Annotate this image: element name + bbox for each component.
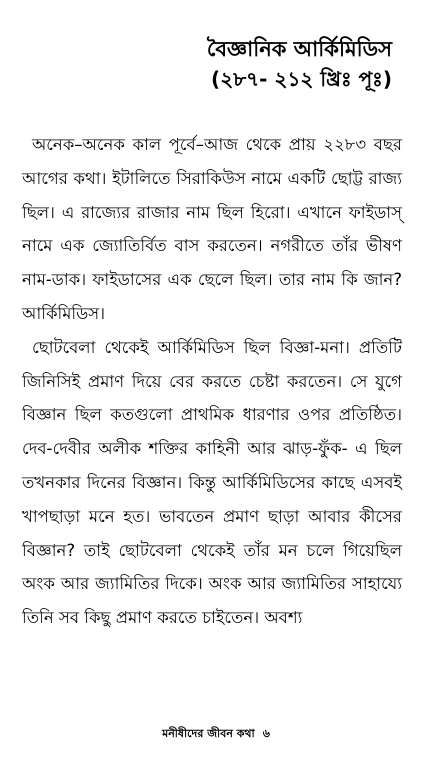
paragraph-2: ছোটবেলা থেকেই আর্কিমিডিস ছিল বিজ্ঞা-মনা। প্রতিটি জিনিসিই প্রমাণ দিয়ে বের করতে চেষ্টা করতেন। সে যুগে বিজ্ঞান ছিল কতগুলো প্রাথমিক ধারণার ওপর প্রতিষ্ঠিত। দেব-দেবীর অলীক শক্তির কাহিনী আর ঝাড়-ফুঁক- এ ছিল তখনকার দিনের বিজ্ঞান। কিন্তু আর্কিমিডিসের কাছে এসবই খাপছাড়া মনে হত। ভাবতেন প্রমাণ ছাড়া আবার কীসের বিজ্ঞান? তাই ছোটবেলা থেকেই তাঁর মন চলে গিয়েছিল অংক আর জ্যামিতির দিকে। অংক আর জ্যামিতির সাহায্যে তিনি সব কিছু প্রমাণ করতে চাইতেন। অবশ্য (22, 337, 402, 628)
paragraph-1: অনেক–অনেক কাল পূর্বে–আজ থেকে প্রায় ২২৮৩ বছর আগের কথা। ইটালিতে সিরাকিউস নামে একটি ছোট্ট রাজ্য ছিল। এ রাজ্যের রাজার নাম ছিল হিরো। এখানে ফাইডাস্ নামে এক জ্যোতির্বিত বাস করতেন। নগরীতে তাঁর ভীষণ নাম-ডাক। ফাইডাসের এক ছেলে ছিল। তার নাম কি জান? আর্কিমিডিস। (22, 135, 402, 323)
chapter-years: (২৮৭- ২১২ খ্রিঃ পূঃ) (211, 67, 392, 91)
chapter-title: বৈজ্ঞানিক আর্কিমিডিস (206, 37, 392, 61)
footer-book-title: মনীষীদের জীবন কথা (162, 727, 255, 740)
page-footer (0, 726, 432, 742)
chapter-heading (207, 34, 392, 94)
body-text (22, 128, 402, 635)
page-number: ৬ (262, 727, 270, 740)
